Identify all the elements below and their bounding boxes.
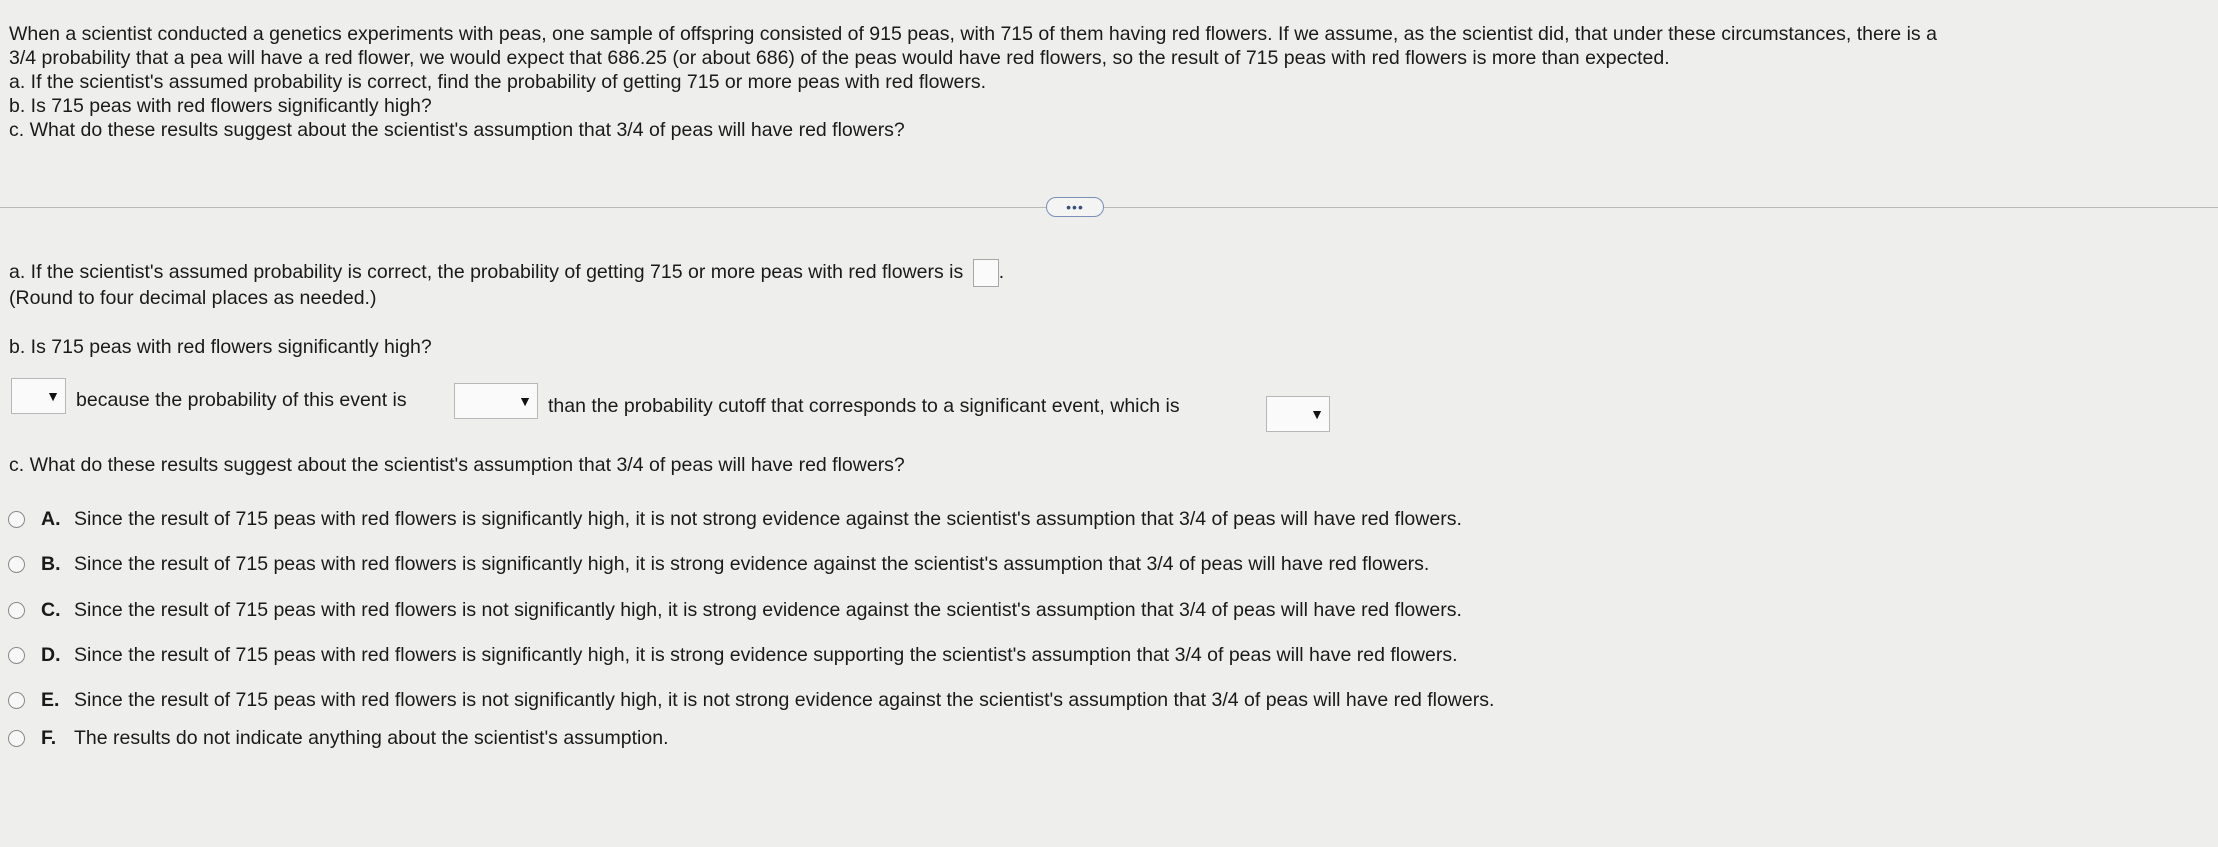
significance-dropdown[interactable] [11, 378, 66, 414]
option-a[interactable] [8, 508, 1462, 531]
option-text: Since the result of 715 peas with red flowers is not significantly high, it is strong evidence against the scientist's assumption that 3/4 of peas will have red flowers. [74, 599, 1462, 621]
problem-line: b. Is 715 peas with red flowers significantly high? [9, 95, 432, 117]
part-a-question [9, 259, 1004, 287]
option-letter: E. [41, 689, 60, 711]
radio-button[interactable] [8, 647, 25, 664]
part-b-question: b. Is 715 peas with red flowers significantly high? [9, 336, 432, 358]
option-text: Since the result of 715 peas with red flowers is not significantly high, it is not strong evidence against the scientist's assumption that 3/4 of peas will have red flowers. [74, 689, 1495, 711]
part-a-note: (Round to four decimal places as needed.) [9, 287, 377, 309]
dropdown-arrow-icon: ▼ [518, 393, 532, 409]
part-a-period: . [998, 261, 1005, 284]
option-e[interactable] [8, 689, 1494, 712]
option-f[interactable] [8, 727, 668, 750]
part-c-question: c. What do these results suggest about the scientist's assumption that 3/4 of peas will have red flowers? [9, 454, 905, 476]
option-letter: D. [41, 644, 61, 666]
more-button[interactable]: ••• [1046, 197, 1104, 217]
option-text: Since the result of 715 peas with red flowers is significantly high, it is strong evidence against the scientist's assumption that 3/4 of peas will have red flowers. [74, 553, 1430, 575]
radio-button[interactable] [8, 730, 25, 747]
problem-line: 3/4 probability that a pea will have a red flower, we would expect that 686.25 (or about 686) of the peas would have red flowers, so the result of 715 peas with red flowers is more than expected. [9, 47, 1670, 69]
dropdown-arrow-icon: ▼ [46, 388, 60, 404]
problem-statement [9, 22, 2209, 142]
part-a-text: a. If the scientist's assumed probability is correct, the probability of getting 715 or more peas with red flowers is [9, 261, 964, 284]
option-text: The results do not indicate anything about the scientist's assumption. [74, 727, 669, 749]
option-letter: C. [41, 599, 61, 621]
cutoff-dropdown[interactable] [1266, 396, 1330, 432]
problem-line: c. What do these results suggest about the scientist's assumption that 3/4 of peas will have red flowers? [9, 119, 905, 141]
comparison-dropdown[interactable] [454, 383, 538, 419]
radio-button[interactable] [8, 511, 25, 528]
option-letter: A. [41, 508, 61, 530]
radio-button[interactable] [8, 692, 25, 709]
radio-button[interactable] [8, 556, 25, 573]
radio-button[interactable] [8, 602, 25, 619]
option-text: Since the result of 715 peas with red flowers is significantly high, it is strong evidence supporting the scientist's assumption that 3/4 of peas will have red flowers. [74, 644, 1458, 666]
problem-line: When a scientist conducted a genetics experiments with peas, one sample of offspring consisted of 915 peas, with 715 of them having red flowers. If we assume, as the scientist did, that under these circumstances, there is a [9, 23, 1937, 45]
option-text: Since the result of 715 peas with red flowers is significantly high, it is not strong evidence against the scientist's assumption that 3/4 of peas will have red flowers. [74, 508, 1462, 530]
dropdown-arrow-icon: ▼ [1310, 406, 1324, 422]
part-a-answer-input[interactable] [973, 259, 999, 287]
part-b-text-2: than the probability cutoff that corresponds to a significant event, which is [548, 395, 1180, 417]
option-d[interactable] [8, 644, 1458, 667]
part-b-text-1: because the probability of this event is [76, 389, 407, 411]
option-letter: F. [41, 727, 57, 749]
option-letter: B. [41, 553, 61, 575]
problem-line: a. If the scientist's assumed probability is correct, find the probability of getting 715 or more peas with red flowers. [9, 71, 987, 93]
option-b[interactable] [8, 553, 1429, 576]
option-c[interactable] [8, 599, 1462, 622]
section-divider [0, 207, 2218, 208]
